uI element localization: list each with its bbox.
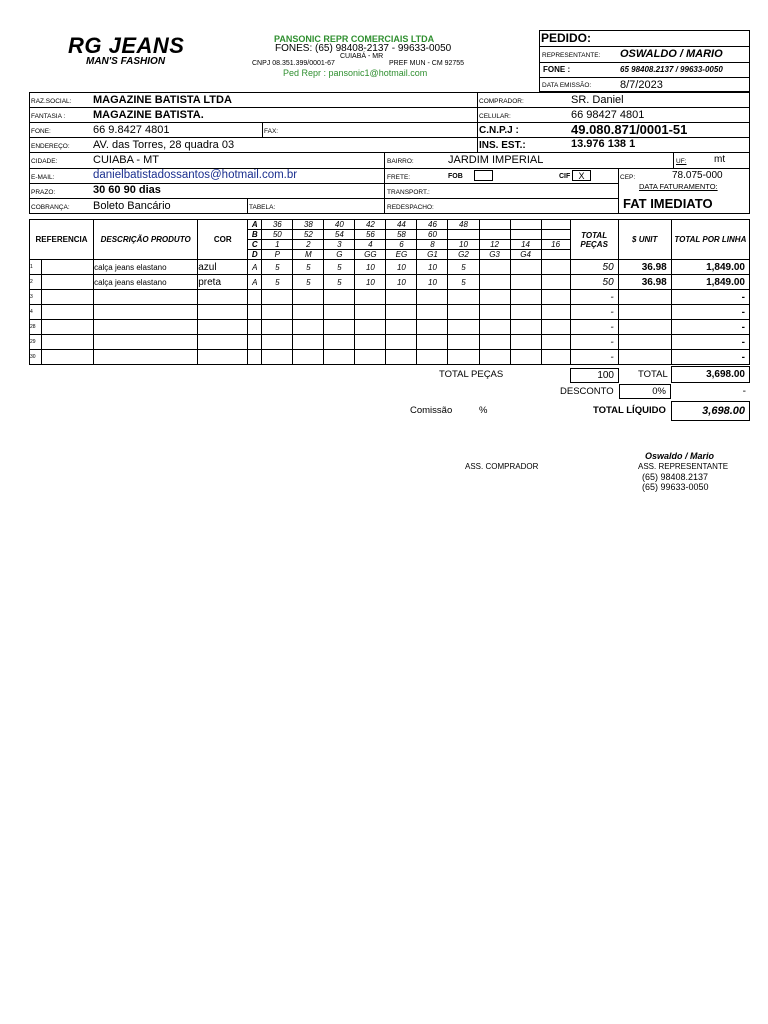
size-cell: G4 — [510, 250, 541, 260]
row-grade: A — [248, 275, 262, 290]
row-qty — [355, 335, 386, 350]
size-cell — [510, 230, 541, 240]
row-qty — [510, 275, 541, 290]
row-qty — [262, 305, 293, 320]
row-qty — [541, 290, 570, 305]
fone-value: 65 98408.2137 / 99633-0050 — [620, 65, 723, 74]
transport-label: TRANSPORT.: — [387, 189, 430, 196]
divider — [539, 77, 750, 78]
size-cell: 44 — [386, 220, 417, 230]
representante-value: OSWALDO / MARIO — [620, 48, 723, 60]
row-qty — [448, 320, 479, 335]
size-cell — [479, 220, 510, 230]
row-grade: A — [248, 260, 262, 275]
grade-letter: B — [248, 230, 262, 240]
brand-title: RG JEANS — [68, 33, 185, 58]
size-cell: 46 — [417, 220, 448, 230]
row-number: 28 — [30, 320, 42, 335]
prazo-label: PRAZO: — [31, 189, 56, 196]
row-qty: 5 — [324, 275, 355, 290]
razao-value: MAGAZINE BATISTA LTDA — [93, 94, 232, 106]
row-qty — [479, 260, 510, 275]
total-value: 3,698.00 — [671, 366, 750, 383]
grade-letter: D — [248, 250, 262, 260]
divider — [29, 198, 619, 199]
row-descricao — [94, 305, 198, 320]
row-qty — [541, 275, 570, 290]
ass-representante: ASS. REPRESENTANTE — [638, 462, 729, 471]
row-qty — [355, 350, 386, 365]
rep-company-name: PANSONIC REPR COMERCIAIS LTDA — [274, 34, 435, 44]
size-cell: 12 — [479, 240, 510, 250]
row-grade — [248, 320, 262, 335]
size-cell — [541, 220, 570, 230]
size-cell: EG — [386, 250, 417, 260]
divider — [247, 198, 248, 214]
size-cell: 48 — [448, 220, 479, 230]
row-unit-price — [618, 305, 671, 320]
header-descricao: DESCRIÇÃO PRODUTO — [94, 220, 198, 260]
divider — [262, 122, 263, 137]
row-qty — [355, 320, 386, 335]
ass-comprador: ASS. COMPRADOR — [465, 462, 539, 471]
row-qty — [293, 305, 324, 320]
row-referencia — [42, 350, 94, 365]
row-qty — [417, 290, 448, 305]
comprador-value: SR. Daniel — [571, 94, 624, 106]
row-unit-price — [618, 290, 671, 305]
size-cell: 60 — [417, 230, 448, 240]
size-cell: 54 — [324, 230, 355, 240]
size-cell: 42 — [355, 220, 386, 230]
row-qty — [448, 350, 479, 365]
row-unit-price — [618, 320, 671, 335]
fob-label: FOB — [448, 173, 463, 180]
size-cell: GG — [355, 250, 386, 260]
header-referencia: REFERENCIA — [30, 220, 94, 260]
size-cell: 16 — [541, 240, 570, 250]
row-qty — [479, 305, 510, 320]
frete-label: FRETE: — [387, 174, 411, 181]
row-qty — [479, 335, 510, 350]
divider — [477, 92, 478, 152]
row-qty — [386, 290, 417, 305]
row-qty — [324, 320, 355, 335]
size-cell: 58 — [386, 230, 417, 240]
row-qty — [386, 305, 417, 320]
table-row — [30, 320, 750, 335]
row-referencia — [42, 335, 94, 350]
size-cell — [541, 250, 570, 260]
cidade-value: CUIABA - MT — [93, 154, 160, 166]
comissao-pct: % — [479, 405, 488, 416]
row-qty: 5 — [293, 275, 324, 290]
row-unit-price — [618, 350, 671, 365]
row-qty: 5 — [262, 275, 293, 290]
row-qty: 5 — [293, 260, 324, 275]
row-qty — [479, 290, 510, 305]
row-descricao: calça jeans elastano — [94, 260, 198, 275]
fone-client-value: 66 9.8427 4801 — [93, 124, 170, 136]
size-cell: G1 — [417, 250, 448, 260]
table-row — [30, 305, 750, 320]
size-cell: 6 — [386, 240, 417, 250]
row-grade — [248, 305, 262, 320]
divider — [384, 152, 385, 214]
header-total-linha: TOTAL POR LINHA — [671, 220, 749, 260]
cif-checkbox[interactable]: X — [572, 170, 591, 181]
divider — [539, 46, 750, 47]
row-qty — [417, 305, 448, 320]
row-grade — [248, 290, 262, 305]
rep-phone-2: (65) 99633-0050 — [642, 482, 709, 492]
row-qty: 5 — [448, 275, 479, 290]
row-descricao — [94, 320, 198, 335]
row-total-linha: - — [671, 350, 749, 365]
row-cor — [198, 290, 248, 305]
total-liquido-label: TOTAL LÍQUIDO — [593, 405, 666, 416]
row-total-linha: - — [671, 320, 749, 335]
total-pecas-label: TOTAL PEÇAS — [439, 369, 504, 380]
row-qty — [479, 320, 510, 335]
row-qty — [541, 305, 570, 320]
row-qty — [448, 290, 479, 305]
header-unit: $ UNIT — [618, 220, 671, 260]
uf-value: mt — [714, 154, 726, 165]
cobranca-label: COBRANÇA: — [31, 204, 70, 211]
row-qty — [262, 290, 293, 305]
size-cell — [541, 230, 570, 240]
row-total-pecas: - — [570, 290, 618, 305]
divider — [618, 168, 619, 214]
celular-value: 66 98427 4801 — [571, 109, 645, 121]
size-cell: 50 — [262, 230, 293, 240]
row-cor — [198, 305, 248, 320]
row-qty: 5 — [262, 260, 293, 275]
tabela-label: TABELA: — [249, 204, 276, 211]
data-emissao-value: 8/7/2023 — [620, 79, 663, 91]
fat-imediato: FAT IMEDIATO — [623, 196, 713, 211]
desconto-label: DESCONTO — [560, 386, 614, 397]
row-referencia — [42, 320, 94, 335]
row-descricao: calça jeans elastano — [94, 275, 198, 290]
size-cell: 52 — [293, 230, 324, 240]
ins-value: 13.976 138 1 — [571, 138, 636, 150]
cep-value: 78.075-000 — [672, 170, 723, 181]
row-qty: 10 — [417, 260, 448, 275]
rep-phone-1: (65) 98408.2137 — [642, 472, 709, 482]
row-number: 1 — [30, 260, 42, 275]
rep-signature-name: Oswaldo / Mario — [645, 451, 715, 461]
grade-letter: A — [248, 220, 262, 230]
divider — [29, 107, 750, 108]
row-referencia — [42, 290, 94, 305]
fone-client-label: FONE: — [31, 128, 51, 135]
email-label: E-MAIL: — [31, 174, 55, 181]
bairro-value: JARDIM IMPERIAL — [448, 154, 544, 166]
size-cell: G — [324, 250, 355, 260]
cnpj-value: 49.080.871/0001-51 — [571, 122, 688, 137]
size-cell: 2 — [293, 240, 324, 250]
email-value: danielbatistadossantos@hotmail.com.br — [93, 169, 298, 181]
row-total-linha: - — [671, 305, 749, 320]
cobranca-value: Boleto Bancário — [93, 200, 171, 212]
fantasia-label: FANTASIA : — [31, 113, 66, 120]
cidade-label: CIDADE: — [31, 158, 58, 165]
row-referencia — [42, 275, 94, 290]
divider — [539, 62, 750, 63]
row-qty — [448, 305, 479, 320]
row-total-linha: - — [671, 290, 749, 305]
row-qty — [262, 350, 293, 365]
size-cell: 3 — [324, 240, 355, 250]
fantasia-value: MAGAZINE BATISTA. — [93, 109, 204, 121]
row-total-pecas: 50 — [570, 260, 618, 275]
ins-label: INS. EST.: — [479, 140, 526, 151]
brand-subtitle: MAN'S FASHION — [86, 56, 166, 67]
row-number: 2 — [30, 275, 42, 290]
total-liquido-value: 3,698.00 — [671, 401, 750, 421]
size-cell — [448, 230, 479, 240]
cnpj-label: C.N.P.J : — [479, 125, 519, 136]
row-qty — [541, 260, 570, 275]
grade-letter: C — [248, 240, 262, 250]
razao-label: RAZ.SOCIAL: — [31, 98, 72, 105]
size-cell: 4 — [355, 240, 386, 250]
bairro-label: BAIRRO: — [387, 158, 414, 165]
row-referencia — [42, 305, 94, 320]
table-row — [30, 275, 750, 290]
row-qty — [541, 335, 570, 350]
fone-label: FONE : — [543, 65, 571, 74]
fax-label: FAX: — [264, 128, 279, 135]
size-cell: M — [293, 250, 324, 260]
row-total-linha: - — [671, 335, 749, 350]
desconto-pct: 0% — [619, 384, 671, 399]
row-grade — [248, 335, 262, 350]
table-row — [30, 260, 750, 275]
size-cell: G2 — [448, 250, 479, 260]
row-qty — [355, 305, 386, 320]
row-qty — [293, 290, 324, 305]
size-cell: 40 — [324, 220, 355, 230]
row-total-linha: 1,849.00 — [671, 260, 749, 275]
data-faturamento-label: DATA FATURAMENTO: — [639, 182, 718, 191]
prazo-value: 30 60 90 dias — [93, 184, 161, 196]
row-qty — [324, 335, 355, 350]
comprador-label: COMPRADOR: — [479, 98, 524, 105]
row-cor: preta — [198, 275, 248, 290]
cep-label: CEP: — [620, 174, 636, 181]
endereco-value: AV. das Torres, 28 quadra 03 — [93, 139, 235, 151]
row-qty: 10 — [386, 260, 417, 275]
rep-company-pref: PREF MUN - CM 92755 — [389, 60, 465, 67]
rep-company-city: CUIABÁ - MR — [340, 53, 384, 60]
row-qty: 5 — [448, 260, 479, 275]
row-unit-price — [618, 335, 671, 350]
row-qty — [293, 350, 324, 365]
rep-company-cnpj: CNPJ 08.351.399/0001-67 — [252, 60, 335, 67]
row-cor — [198, 320, 248, 335]
divider — [29, 137, 750, 138]
grade-row-a — [30, 220, 750, 230]
row-qty — [510, 320, 541, 335]
row-qty: 10 — [355, 275, 386, 290]
row-descricao — [94, 335, 198, 350]
row-qty — [510, 305, 541, 320]
row-qty — [324, 290, 355, 305]
divider — [29, 152, 750, 153]
row-qty: 10 — [386, 275, 417, 290]
desconto-value: - — [742, 386, 746, 397]
row-qty — [262, 335, 293, 350]
row-qty — [417, 320, 448, 335]
endereco-label: ENDEREÇO: — [31, 143, 70, 150]
row-number: 30 — [30, 350, 42, 365]
rep-company-email: Ped Repr : pansonic1@hotmail.com — [283, 68, 428, 78]
row-qty: 5 — [324, 260, 355, 275]
row-qty — [417, 350, 448, 365]
row-qty — [324, 305, 355, 320]
row-total-pecas: - — [570, 335, 618, 350]
row-unit-price: 36.98 — [618, 260, 671, 275]
row-cor — [198, 350, 248, 365]
size-cell: 10 — [448, 240, 479, 250]
size-cell: 14 — [510, 240, 541, 250]
row-cor — [198, 335, 248, 350]
row-referencia — [42, 260, 94, 275]
header-total-pecas: TOTAL PEÇAS — [570, 220, 618, 260]
fob-checkbox[interactable] — [474, 170, 493, 181]
row-qty — [324, 350, 355, 365]
total-label: TOTAL — [638, 369, 668, 380]
data-emissao-label: DATA EMISSÃO: — [542, 82, 592, 89]
celular-label: CELULAR: — [479, 113, 511, 120]
row-qty — [510, 260, 541, 275]
row-qty: 10 — [417, 275, 448, 290]
row-qty — [293, 320, 324, 335]
row-total-pecas: 50 — [570, 275, 618, 290]
row-cor: azul — [198, 260, 248, 275]
row-qty — [541, 350, 570, 365]
row-number: 3 — [30, 290, 42, 305]
pedido-title: PEDIDO: — [541, 31, 592, 45]
divider — [673, 152, 674, 168]
row-qty: 10 — [355, 260, 386, 275]
row-total-pecas: - — [570, 320, 618, 335]
row-qty — [541, 320, 570, 335]
row-number: 29 — [30, 335, 42, 350]
row-qty — [479, 350, 510, 365]
row-qty — [355, 290, 386, 305]
header-cor: COR — [198, 220, 248, 260]
size-cell: 36 — [262, 220, 293, 230]
size-cell: G3 — [479, 250, 510, 260]
items-table — [29, 219, 750, 365]
size-cell: 1 — [262, 240, 293, 250]
size-cell — [510, 220, 541, 230]
table-row — [30, 350, 750, 365]
row-qty — [510, 290, 541, 305]
redespacho-label: REDESPACHO: — [387, 204, 434, 211]
row-total-pecas: - — [570, 350, 618, 365]
row-qty — [386, 335, 417, 350]
row-qty — [293, 335, 324, 350]
rep-company-phones: FONES: (65) 98408-2137 - 99633-0050 — [275, 43, 452, 54]
row-total-linha: 1,849.00 — [671, 275, 749, 290]
row-qty — [417, 335, 448, 350]
size-cell: 8 — [417, 240, 448, 250]
total-pecas-value: 100 — [570, 368, 619, 383]
representante-label: REPRESENTANTE: — [542, 52, 601, 59]
size-cell: 38 — [293, 220, 324, 230]
uf-label: UF: — [676, 158, 687, 165]
row-grade — [248, 350, 262, 365]
row-number: 4 — [30, 305, 42, 320]
row-qty — [479, 275, 510, 290]
size-cell: 56 — [355, 230, 386, 240]
row-descricao — [94, 290, 198, 305]
table-row — [30, 335, 750, 350]
row-qty — [510, 350, 541, 365]
row-descricao — [94, 350, 198, 365]
table-row — [30, 290, 750, 305]
comissao-label: Comissão — [410, 405, 453, 416]
row-qty — [262, 320, 293, 335]
cif-label: CIF — [559, 173, 571, 180]
row-qty — [386, 320, 417, 335]
row-qty — [386, 350, 417, 365]
row-unit-price: 36.98 — [618, 275, 671, 290]
row-qty — [448, 335, 479, 350]
row-total-pecas: - — [570, 305, 618, 320]
size-cell — [479, 230, 510, 240]
row-qty — [510, 335, 541, 350]
size-cell: P — [262, 250, 293, 260]
